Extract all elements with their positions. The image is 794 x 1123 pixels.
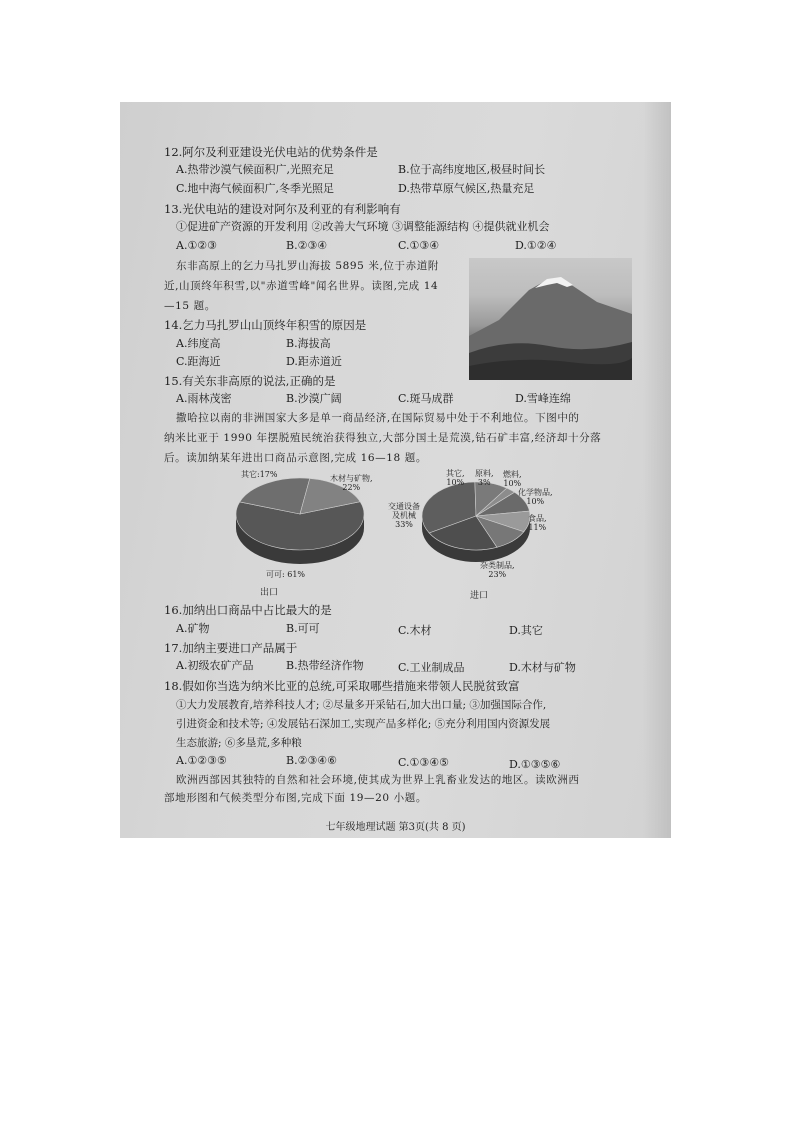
q17-option-c: C.工业制成品 <box>398 661 465 674</box>
page-footer: 七年级地理试题 第3页(共 8 页) <box>325 822 466 833</box>
q16-option-c: C.木材 <box>398 624 432 637</box>
q13-option-b: B.②③④ <box>286 239 328 252</box>
q18-items-line-1: ①大力发展教育,培养科技人才; ②尽量多开采钻石,加大出口量; ③加强国际合作, <box>176 699 547 711</box>
q16-option-a: A.矿物 <box>176 622 210 635</box>
export-label-cocoa: 可可: 61% <box>266 570 306 579</box>
q15-stem: 15.有关东非高原的说法,正确的是 <box>164 374 336 388</box>
q13-option-a: A.①②③ <box>176 239 218 252</box>
q16-stem: 16.加纳出口商品中占比最大的是 <box>164 603 332 617</box>
exam-page <box>120 102 671 838</box>
q15-option-c: C.斑马成群 <box>398 392 454 405</box>
import-label-other: 其它, 10% <box>446 469 465 487</box>
intro-namibia-line-2: 纳米比亚于 1990 年摆脱殖民统治获得独立,大部分国土是荒漠,钻石矿丰富,经济却十分落 <box>164 432 602 444</box>
import-caption: 进口 <box>470 591 489 601</box>
q17-option-a: A.初级农矿产品 <box>176 659 254 672</box>
q12-option-b: B.位于高纬度地区,极昼时间长 <box>398 163 546 176</box>
q12-option-c: C.地中海气候面积广,冬季光照足 <box>176 182 335 195</box>
q17-stem: 17.加纳主要进口产品属于 <box>164 641 298 655</box>
q12-option-d: D.热带草原气候区,热量充足 <box>398 182 535 195</box>
intro-europe-line-2: 部地形图和气候类型分布图,完成下面 19—20 小题。 <box>164 792 427 804</box>
kilimanjaro-photo <box>469 258 632 380</box>
intro-namibia-line-1: 撒哈拉以南的非洲国家大多是单一商品经济,在国际贸易中处于不利地位。下图中的 <box>176 412 580 424</box>
intro-europe-line-1: 欧洲西部因其独特的自然和社会环境,使其成为世界上乳畜业发达的地区。读欧洲西 <box>176 774 580 786</box>
q15-option-d: D.雪峰连绵 <box>515 392 571 405</box>
import-label-misc: 杂类制品, 23% <box>480 561 515 579</box>
q18-items-line-2: 引进资金和技术等; ④发展钻石深加工,实现产品多样化; ⑤充分利用国内资源发展 <box>176 718 551 730</box>
q14-option-a: A.纬度高 <box>176 337 221 350</box>
import-label-fuel: 燃料, 10% <box>503 470 522 488</box>
import-label-food: 食品, 11% <box>528 514 547 532</box>
q14-option-c: C.距海近 <box>176 355 221 368</box>
intro-namibia-line-3: 后。读加纳某年进出口商品示意图,完成 16—18 题。 <box>164 452 427 464</box>
q18-option-d: D.①③⑤⑥ <box>509 758 561 771</box>
export-caption: 出口 <box>260 588 279 598</box>
q16-option-b: B.可可 <box>286 622 320 635</box>
intro-kilimanjaro-line-2: 近,山顶终年积雪,以"赤道雪峰"闻名世界。读图,完成 14 <box>164 280 439 292</box>
q15-option-a: A.雨林茂密 <box>176 392 232 405</box>
q14-stem: 14.乞力马扎罗山山顶终年积雪的原因是 <box>164 318 367 332</box>
intro-kilimanjaro-line-1: 东非高原上的乞力马扎罗山海拔 5895 米,位于赤道附 <box>176 260 439 272</box>
q17-option-d: D.木材与矿物 <box>509 661 576 674</box>
q18-stem: 18.假如你当选为纳米比亚的总统,可采取哪些措施来带领人民脱贫致富 <box>164 679 520 693</box>
export-label-other: 其它:17% <box>241 470 278 479</box>
intro-kilimanjaro-line-3: —15 题。 <box>164 300 216 312</box>
q13-stem: 13.光伏电站的建设对阿尔及利亚的有利影响有 <box>164 202 401 216</box>
q18-items-line-3: 生态旅游; ⑥多垦荒,多种粮 <box>176 737 302 749</box>
q18-option-b: B.②③④⑥ <box>286 754 338 767</box>
import-label-chemical: 化学物品, 10% <box>518 488 553 506</box>
import-label-transport: 交通设备 及机械 33% <box>388 502 420 529</box>
import-label-raw: 原料, 3% <box>475 469 494 487</box>
q14-option-b: B.海拔高 <box>286 337 331 350</box>
q18-option-c: C.①③④⑤ <box>398 756 449 769</box>
q15-option-b: B.沙漠广阔 <box>286 392 342 405</box>
q18-option-a: A.①②③⑤ <box>176 754 227 767</box>
q14-option-d: D.距赤道近 <box>286 355 342 368</box>
q12-stem: 12.阿尔及利亚建设光伏电站的优势条件是 <box>164 145 378 159</box>
q17-option-b: B.热带经济作物 <box>286 659 364 672</box>
q13-option-d: D.①②④ <box>515 239 557 252</box>
q12-option-a: A.热带沙漠气候面积广,光照充足 <box>176 163 334 176</box>
q16-option-d: D.其它 <box>509 624 543 637</box>
q13-option-c: C.①③④ <box>398 239 440 252</box>
export-label-timber: 木材与矿物, 22% <box>330 474 373 492</box>
bleed-through-shadow <box>643 102 671 838</box>
q13-items: ①促进矿产资源的开发利用 ②改善大气环境 ③调整能源结构 ④提供就业机会 <box>176 220 550 233</box>
